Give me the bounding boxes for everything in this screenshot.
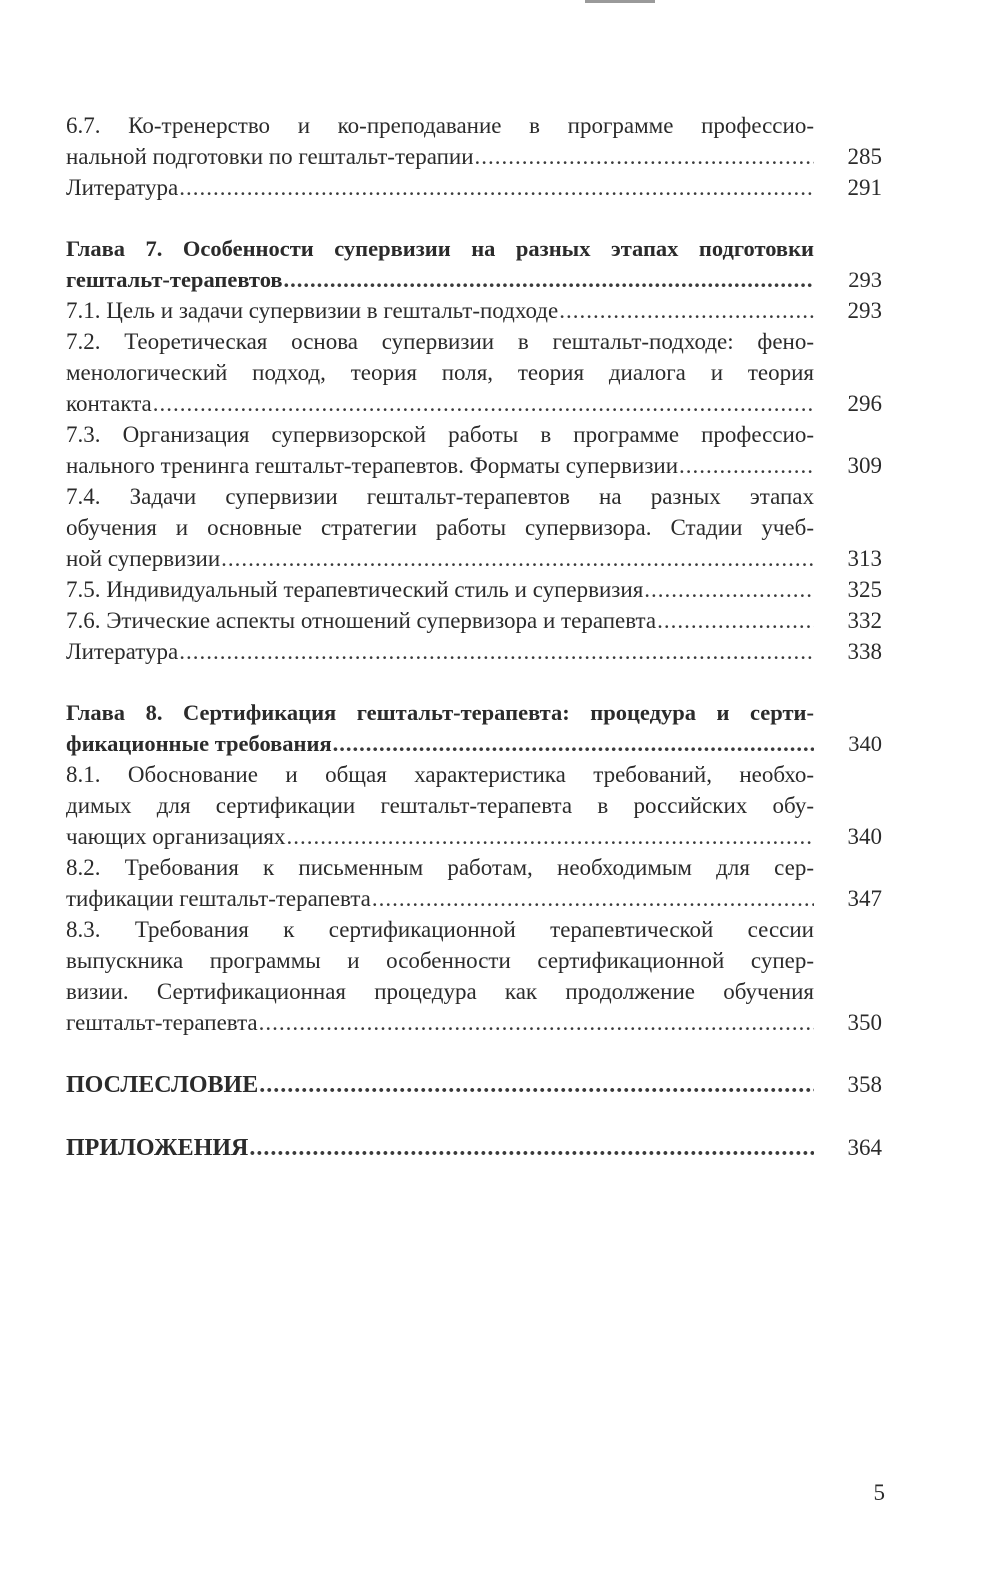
toc-entry-6-7 <box>66 110 882 172</box>
toc-chapter-line: Глава 8. Сертификация гештальт-терапевта: процедура и серти- <box>66 700 814 725</box>
leader-dots <box>259 1070 814 1101</box>
leader-dots <box>221 543 814 574</box>
toc-page-number: 293 <box>848 267 882 292</box>
toc-page-number: 291 <box>847 175 882 200</box>
toc-page-number: 313 <box>847 546 882 571</box>
toc-entry-8-3 <box>66 914 882 1038</box>
toc-entry-7-5 <box>66 574 882 605</box>
leader-dots <box>372 883 814 914</box>
page-number: 5 <box>873 1480 885 1505</box>
toc-entry-line: выпускника программы и особенности сертификационной супер- <box>66 948 814 973</box>
toc-entry-line: 8.2. Требования к письменным работам, необходимым для сер- <box>66 855 814 880</box>
leader-dots <box>179 172 814 203</box>
toc-page-number: 309 <box>847 453 882 478</box>
toc-entry-line: 7.3. Организация супервизорской работы в программе профессио- <box>66 422 814 447</box>
toc-page-number: 347 <box>847 886 882 911</box>
leader-dots <box>259 1007 814 1038</box>
toc-page-number: 332 <box>847 608 882 633</box>
toc-entry-line: 8.1. Обоснование и общая характеристика требований, необхо- <box>66 762 814 787</box>
leader-dots <box>559 295 814 326</box>
toc-chapter-title: фикационные требования <box>66 731 332 756</box>
toc-entry-7-2 <box>66 326 882 419</box>
toc-page-number: 293 <box>847 298 882 323</box>
toc-entry-title: контакта <box>66 391 152 416</box>
toc-entry-line: 6.7. Ко-тренерство и ко-преподавание в программе профессио- <box>66 113 814 138</box>
toc-entry-line: обучения и основные стратегии работы супервизора. Стадии учеб- <box>66 515 814 540</box>
toc-entry-7-6 <box>66 605 882 636</box>
leader-dots <box>286 821 814 852</box>
toc-entry-title: Литература <box>66 639 179 664</box>
toc-entry-title: Литература <box>66 175 179 200</box>
leader-dots <box>644 574 814 605</box>
toc-entry-8-2 <box>66 852 882 914</box>
toc-entry-7-1 <box>66 295 882 326</box>
toc-entry-title: тификации гештальт-терапевта <box>66 886 371 911</box>
toc-entry-literature-6 <box>66 172 882 203</box>
toc-entry-title: 7.5. Индивидуальный терапевтический стиль и супервизия <box>66 577 644 602</box>
toc-chapter-title: гештальт-терапевтов <box>66 267 283 292</box>
toc-page-number: 364 <box>847 1135 882 1160</box>
toc-entry-title: 7.1. Цель и задачи супервизии в гештальт-подходе <box>66 298 559 323</box>
toc-entry-8-1 <box>66 759 882 852</box>
scan-edge-mark <box>585 0 655 3</box>
toc-entry-line: димых для сертификации гештальт-терапевта в российских обу- <box>66 793 814 818</box>
leader-dots <box>249 1133 814 1164</box>
toc-afterword <box>66 1069 882 1101</box>
toc-page-number: 325 <box>847 577 882 602</box>
toc-chapter-line: Глава 7. Особенности супервизии на разных этапах подготовки <box>66 236 814 261</box>
toc-chapter-7 <box>66 233 882 295</box>
toc-entry-title: нального тренинга гештальт-терапевтов. Форматы супервизии <box>66 453 679 478</box>
leader-dots <box>679 450 814 481</box>
toc-entry-line: 7.4. Задачи супервизии гештальт-терапевтов на разных этапах <box>66 484 814 509</box>
leader-dots <box>284 264 814 295</box>
toc-entry-literature-7 <box>66 636 882 667</box>
toc-page-number: 358 <box>847 1072 882 1097</box>
toc-entry-7-4 <box>66 481 882 574</box>
toc-entry-title: 7.6. Этические аспекты отношений супервизора и терапевта <box>66 608 657 633</box>
toc-afterword-title: ПОСЛЕСЛОВИЕ <box>66 1072 259 1098</box>
leader-dots <box>333 728 814 759</box>
toc-page-number: 296 <box>847 391 882 416</box>
toc-entry-title: гештальт-терапевта <box>66 1010 258 1035</box>
toc-entry-7-3 <box>66 419 882 481</box>
leader-dots <box>179 636 814 667</box>
toc-page-number: 285 <box>847 144 882 169</box>
toc-entry-line: 8.3. Требования к сертификационной терапевтической сессии <box>66 917 814 942</box>
toc-entry-title: нальной подготовки по гештальт-терапии <box>66 144 474 169</box>
toc-page-number: 350 <box>847 1010 882 1035</box>
leader-dots <box>475 141 814 172</box>
toc-appendix <box>66 1132 882 1164</box>
toc-page-number: 338 <box>847 639 882 664</box>
toc-entry-line: 7.2. Теоретическая основа супервизии в гештальт-подходе: фено- <box>66 329 814 354</box>
toc-entry-line: визии. Сертификационная процедура как продолжение обучения <box>66 979 814 1004</box>
toc-entry-title: ной супервизии <box>66 546 221 571</box>
leader-dots <box>657 605 814 636</box>
toc-appendix-title: ПРИЛОЖЕНИЯ <box>66 1135 249 1161</box>
toc-page-number: 340 <box>847 824 882 849</box>
toc-page-number: 340 <box>848 731 882 756</box>
toc-entry-title: чающих организациях <box>66 824 286 849</box>
toc-chapter-8 <box>66 697 882 759</box>
table-of-contents <box>66 110 882 1164</box>
toc-entry-line: менологический подход, теория поля, теория диалога и теория <box>66 360 814 385</box>
leader-dots <box>153 388 814 419</box>
